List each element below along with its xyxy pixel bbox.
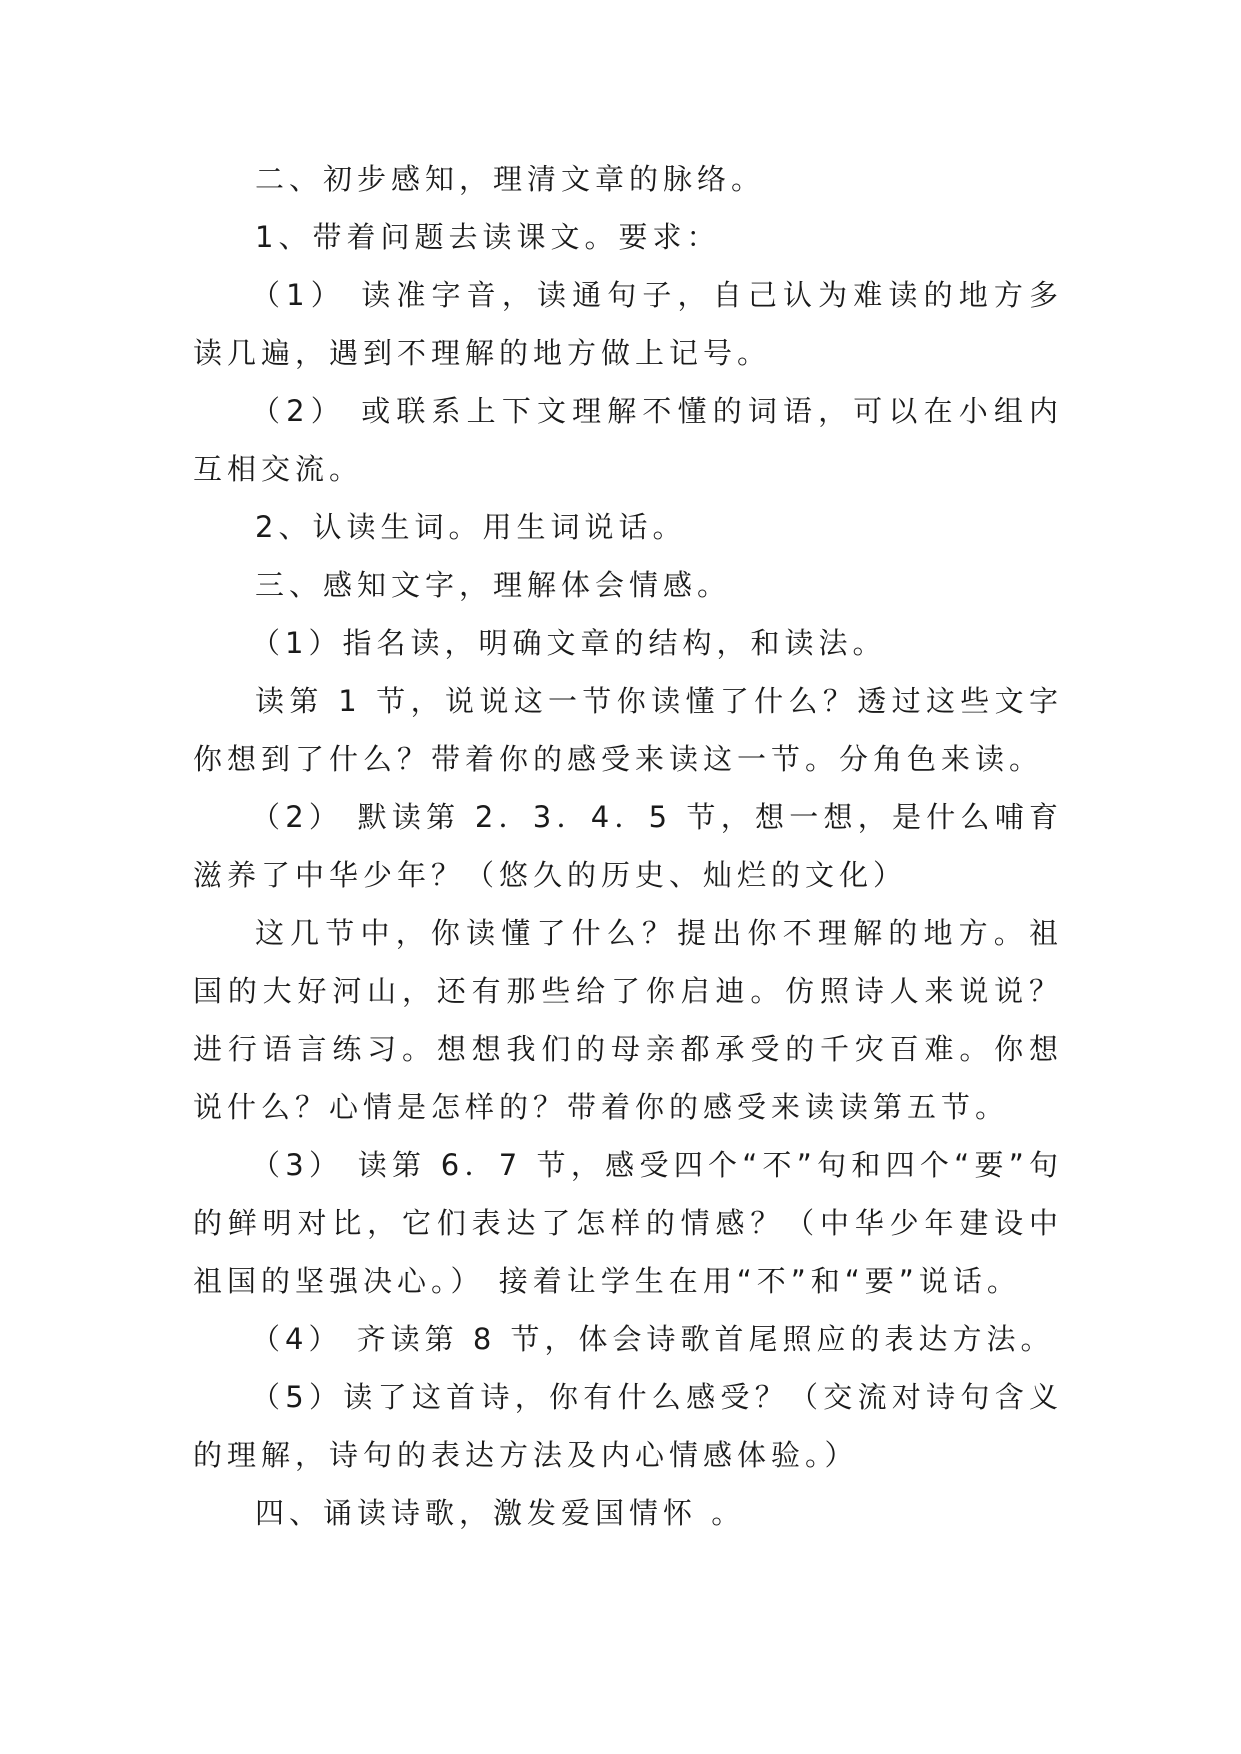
document-body (193, 150, 1063, 1542)
paragraph: （5）读了这首诗，你有什么感受？（交流对诗句含义的理解，诗句的表达方法及内心情感体验。） (193, 1380, 1063, 1472)
paragraph: （2） 默读第 2．3．4．5 节，想一想，是什么哺育滋养了中华少年？（悠久的历史、灿烂的文化） (193, 800, 1063, 892)
paragraph: （3） 读第 6．7 节，感受四个“不”句和四个“要”句的鲜明对比，它们表达了怎样的情感？（中华少年建设中祖国的坚强决心。） 接着让学生在用“不”和“要”说话。 (193, 1148, 1063, 1298)
paragraph: （2） 或联系上下文理解不懂的词语，可以在小组内互相交流。 (193, 394, 1063, 486)
paragraph: 这几节中，你读懂了什么？提出你不理解的地方。祖国的大好河山，还有那些给了你启迪。仿照诗人来说说？进行语言练习。想想我们的母亲都承受的千灾百难。你想说什么？心情是怎样的？带着你的感受来读读第五节。 (193, 916, 1063, 1124)
section-heading-4: 四、诵读诗歌，激发爱国情怀 。 (255, 1496, 746, 1530)
paragraph: 1、带着问题去读课文。要求： (255, 220, 721, 254)
section-heading-3: 三、感知文字，理解体会情感。 (255, 568, 732, 602)
paragraph: （1）指名读，明确文章的结构，和读法。 (251, 626, 887, 660)
paragraph: 读第 1 节，说说这一节你读懂了什么？透过这些文字你想到了什么？带着你的感受来读这一节。分角色来读。 (193, 684, 1063, 776)
paragraph: 2、认读生词。用生词说话。 (255, 510, 687, 544)
section-heading-2: 二、初步感知，理清文章的脉络。 (255, 162, 766, 196)
paragraph: （4） 齐读第 8 节，体会诗歌首尾照应的表达方法。 (251, 1322, 1055, 1356)
paragraph: （1） 读准字音，读通句子，自己认为难读的地方多读几遍，遇到不理解的地方做上记号。 (193, 278, 1063, 370)
